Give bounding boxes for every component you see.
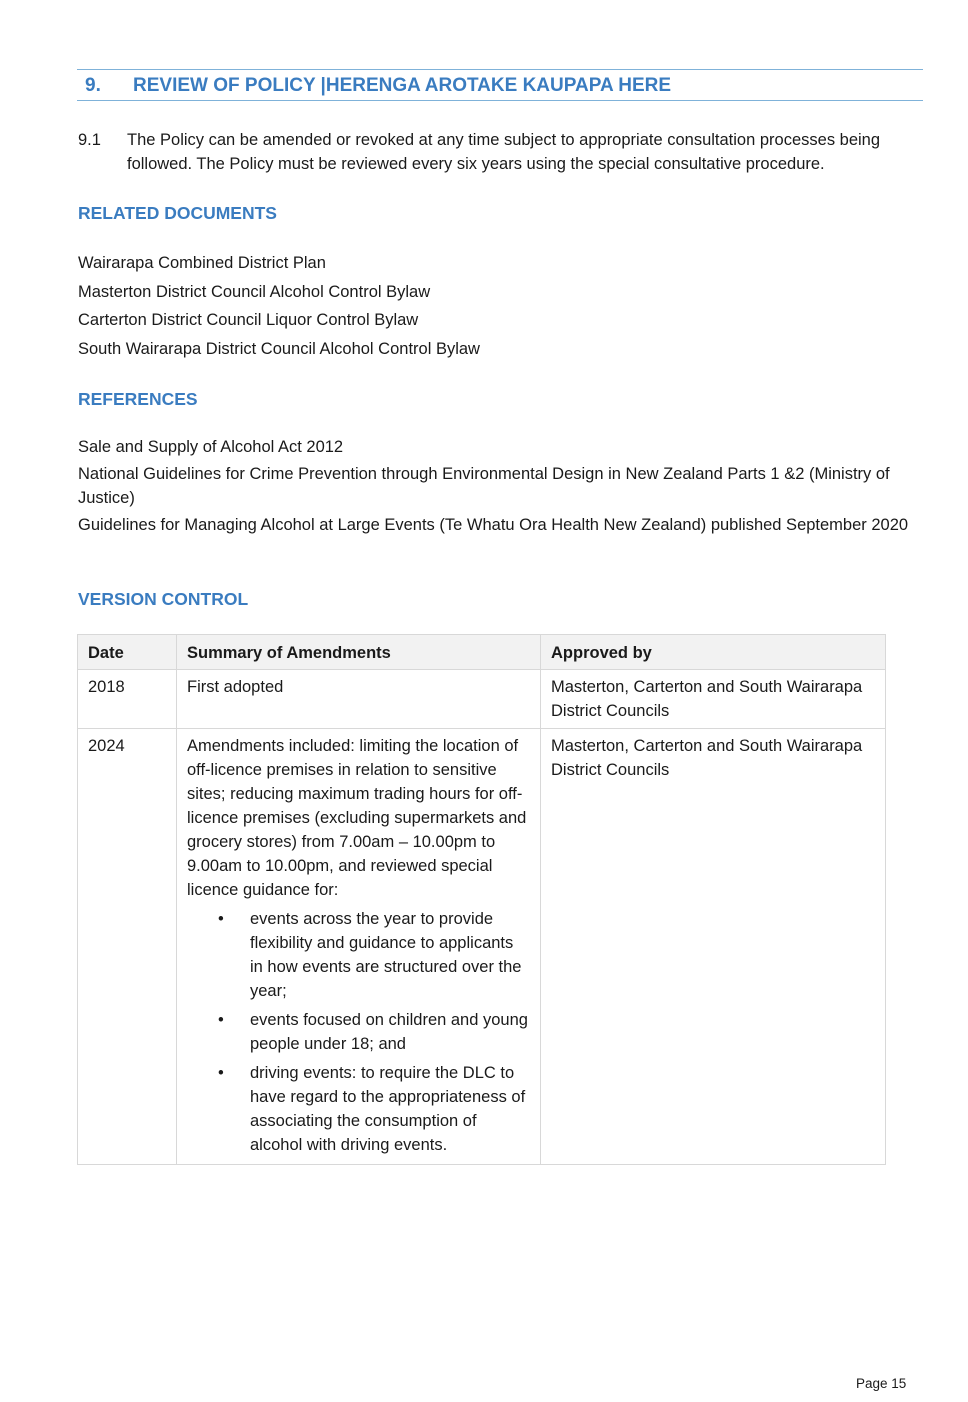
cell-approved-by: Masterton, Carterton and South Wairarapa District Councils: [541, 670, 886, 729]
version-control-table: [77, 634, 886, 1165]
list-item: Masterton District Council Alcohol Control Bylaw: [78, 282, 431, 301]
bullet-item: • events focused on children and young people under 18; and: [250, 1008, 530, 1056]
related-documents-heading: RELATED DOCUMENTS: [78, 203, 277, 223]
cell-summary: [177, 729, 541, 1165]
version-control-heading: VERSION CONTROL: [78, 589, 249, 609]
cell-approved-by: Masterton, Carterton and South Wairarapa District Councils: [541, 729, 886, 1165]
section-title: REVIEW OF POLICY |HERENGA AROTAKE KAUPAPA HERE: [133, 75, 672, 96]
cell-summary: First adopted: [177, 670, 541, 729]
list-item: South Wairarapa District Council Alcohol Control Bylaw: [78, 339, 480, 358]
list-item: Wairarapa Combined District Plan: [78, 254, 326, 272]
section-heading: [77, 69, 923, 101]
amendment-bullet-list: [187, 907, 530, 1157]
bullet-item: • events across the year to provide flexibility and guidance to applicants in how events are structured over the year;: [250, 907, 530, 1003]
list-item: Carterton District Council Liquor Control Bylaw: [78, 311, 419, 329]
list-item: Guidelines for Managing Alcohol at Large Events (Te Whatu Ora Health New Zealand) published September 2020: [78, 516, 909, 534]
list-item: Sale and Supply of Alcohol Act 2012: [78, 438, 344, 456]
clause-text: The Policy can be amended or revoked at any time subject to appropriate consultation processes being followed. The Policy must be reviewed every six years using the special consultative procedure.: [127, 131, 881, 173]
table-header-row: [78, 635, 886, 670]
cell-date: 2018: [78, 670, 177, 729]
amendment-summary-text: Amendments included: limiting the location of off-licence premises in relation to sensitive sites; reducing maximum trading hours for off-licence premises (excluding supermarkets and grocery stores) from 7.00am – 10.00pm to 9.00am to 10.00pm, and reviewed special licence guidance for:: [187, 737, 527, 899]
header-approved-by: Approved by: [541, 635, 886, 670]
header-summary: Summary of Amendments: [177, 635, 541, 670]
references-heading: REFERENCES: [78, 389, 198, 409]
cell-date: 2024: [78, 729, 177, 1165]
table-row: [78, 670, 886, 729]
references-list: [78, 435, 928, 540]
list-item: National Guidelines for Crime Prevention through Environmental Design in New Zealand Parts 1 &2 (Ministry of Justice): [78, 465, 890, 507]
header-date: Date: [78, 635, 177, 670]
clause-number: 9.1: [78, 131, 101, 149]
page-number: Page 15: [856, 1376, 907, 1391]
related-documents-list: [78, 249, 480, 363]
bullet-item: • driving events: to require the DLC to have regard to the appropriateness of associating the consumption of alcohol with driving events.: [250, 1061, 530, 1157]
section-number: 9.: [85, 75, 101, 96]
table-row: [78, 729, 886, 1165]
